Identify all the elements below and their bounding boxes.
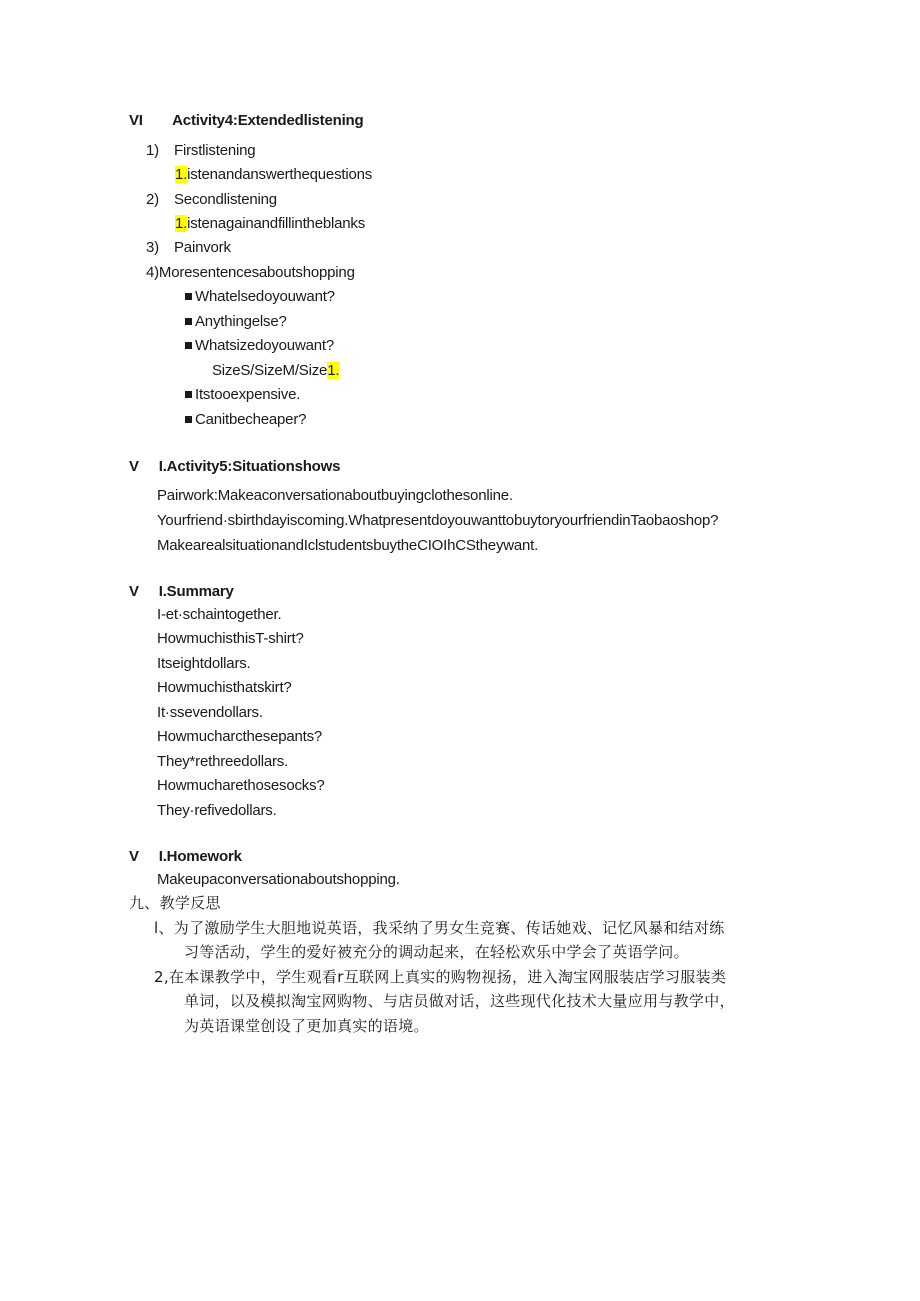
paragraph-line: Pairwork:Makeaconversationaboutbuyingclothesonline. <box>157 487 513 504</box>
section-vii-title: I.Activity5:Situationshows <box>158 458 341 475</box>
bullet-text: Itstooexpensive. <box>195 386 301 403</box>
size-line-text: SizeS/SizeM/Size <box>212 362 328 379</box>
section-vii-heading <box>129 457 340 477</box>
section-vi-title: Activity4:Extendedlistening <box>172 112 364 129</box>
vi-item-4 <box>146 263 355 283</box>
vi-item-3-number: 3) <box>146 239 159 256</box>
bullet-item <box>185 385 300 405</box>
vi-item-3 <box>146 238 231 258</box>
square-bullet-icon <box>185 391 192 398</box>
summary-line: HowmuchisthisT-shirt? <box>157 630 304 647</box>
bullet-item <box>185 287 335 307</box>
size-line <box>212 361 339 381</box>
reflection-line: 为英语课堂创设了更加真实的语境。 <box>184 1017 429 1035</box>
highlight-mark: 1. <box>175 215 188 232</box>
bullet-item <box>185 410 306 430</box>
vi-item-2-text: Secondlistening <box>174 191 277 208</box>
bullet-text: Anythingelse? <box>195 313 287 330</box>
summary-line: They*rethreedollars. <box>157 753 289 770</box>
reflection-line: 单词，以及模拟淘宝网购物、与店员做对话，这些现代化技术大量应用与教学中， <box>184 992 735 1010</box>
bullet-text: Whatsizedoyouwant? <box>195 337 334 354</box>
vi-item-1-number: 1) <box>146 142 159 159</box>
summary-line: I-et·schaintogether. <box>157 606 282 623</box>
vi-item-1-sub <box>175 165 372 185</box>
vi-item-2-number: 2) <box>146 191 159 208</box>
section-viii-heading <box>129 582 234 602</box>
square-bullet-icon <box>185 342 192 349</box>
section-ix-roman: V <box>129 848 139 865</box>
section-ix-heading <box>129 847 242 867</box>
vi-item-2 <box>146 190 277 210</box>
highlight-mark: 1. <box>327 362 340 379</box>
vi-item-1-sub-text: istenandanswerthequestions <box>187 166 373 183</box>
summary-line: It·ssevendollars. <box>157 704 263 721</box>
vi-item-1-text: Firstlistening <box>174 142 256 159</box>
bullet-item <box>185 312 287 332</box>
summary-line: Itseightdollars. <box>157 655 251 672</box>
vi-item-2-sub-text: istenagainandfillintheblanks <box>187 215 365 232</box>
section-vi-roman: VI <box>129 112 143 129</box>
vi-item-3-text: Painvork <box>174 239 231 256</box>
section-viii-title: I.Summary <box>158 583 234 600</box>
reflection-line: 习等活动，学生的爱好被充分的调动起来，在轻松欢乐中学会了英语学问。 <box>184 943 689 961</box>
homework-line: Makeupaconversationaboutshopping. <box>157 871 400 888</box>
square-bullet-icon <box>185 293 192 300</box>
summary-line: Howmucharethosesocks? <box>157 777 325 794</box>
bullet-item <box>185 336 334 356</box>
square-bullet-icon <box>185 416 192 423</box>
vi-item-2-sub <box>175 214 365 234</box>
paragraph-line: Yourfriend·sbirthdayiscoming.WhatpresentdoyouwanttobuytoryourfriendinTaobaoshop? <box>157 512 719 529</box>
summary-line: Howmuchisthatskirt? <box>157 679 292 696</box>
section-viii-roman: V <box>129 583 139 600</box>
section-ix-title: I.Homework <box>158 848 242 865</box>
section-vi-heading <box>129 111 363 131</box>
vi-item-4-text: 4)Moresentencesaboutshopping <box>146 264 355 281</box>
highlight-mark: 1. <box>175 166 188 183</box>
reflection-line: l、为了激励学生大胆地说英语，我采纳了男女生竞赛、传话她戏、记忆风暴和结对练 <box>154 919 725 937</box>
summary-line: Howmucharcthesepants? <box>157 728 323 745</box>
square-bullet-icon <box>185 318 192 325</box>
section-vii-roman: V <box>129 458 139 475</box>
reflection-line: 2,在本课教学中，学生观看r互联网上真实的购物视扬，进入淘宝网服装店学习服装类 <box>154 968 727 986</box>
paragraph-line: MakearealsituationandIclstudentsbuytheCIOIhCStheywant. <box>157 537 539 554</box>
summary-line: They·refivedollars. <box>157 802 277 819</box>
bullet-text: Whatelsedoyouwant? <box>195 288 335 305</box>
bullet-text: Canitbecheaper? <box>195 411 307 428</box>
reflection-heading: 九、教学反思 <box>129 894 221 912</box>
vi-item-1 <box>146 141 255 161</box>
